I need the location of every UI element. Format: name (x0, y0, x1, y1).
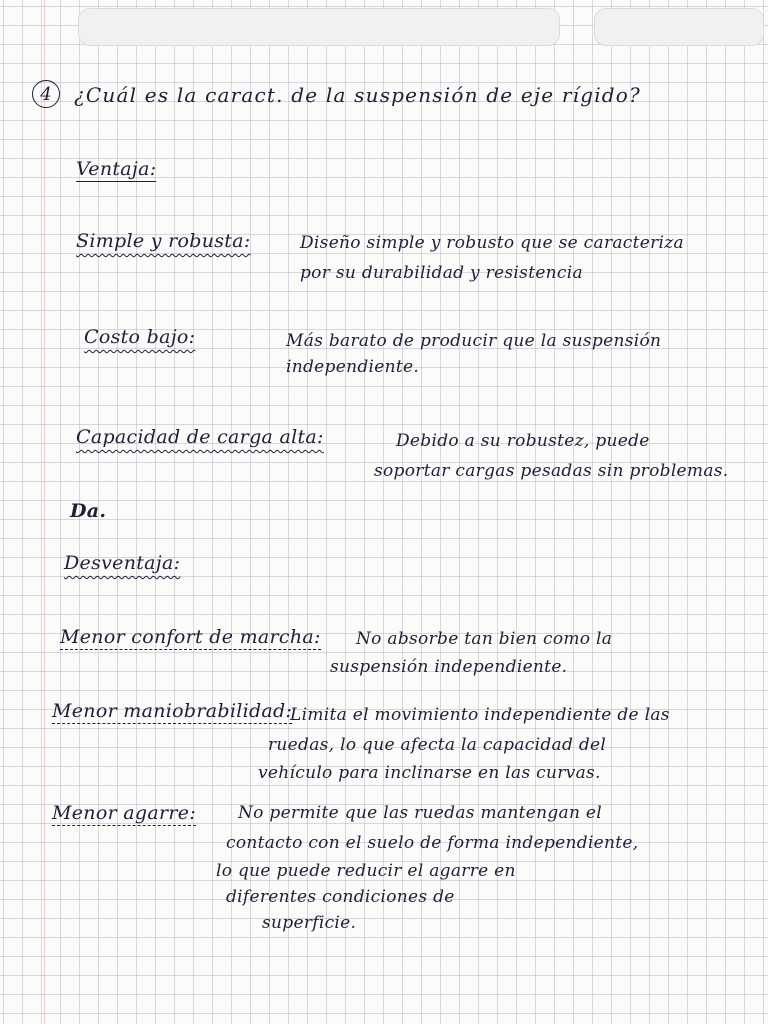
question-text: ¿Cuál es la caract. de la suspensión de eje rígido? (74, 83, 641, 107)
ventaja-label: Capacidad de carga alta: (76, 426, 324, 448)
desventaja-description-line: lo que puede reducir el agarre en (216, 861, 516, 881)
ventaja-label: Simple y robusta: (76, 230, 251, 252)
desventaja-label: Menor agarre: (52, 802, 197, 824)
desventaja-description-line: superficie. (262, 913, 357, 933)
desventaja-description-line: vehículo para inclinarse en las curvas. (258, 763, 601, 783)
desventaja-description-line: No absorbe tan bien como la (356, 629, 613, 649)
desventaja-label: Menor confort de marcha: (60, 626, 321, 648)
desventaja-description-line: Limita el movimiento independiente de las (290, 705, 670, 725)
ventaja-description-line: Diseño simple y robusto que se caracteriza (300, 233, 684, 253)
ventaja-description-line: por su durabilidad y resistencia (300, 263, 583, 283)
desventaja-description-line: ruedas, lo que afecta la capacidad del (268, 735, 607, 755)
binding-slot (594, 8, 764, 46)
desventaja-description-line: suspensión independiente. (330, 657, 568, 677)
binding-slot (78, 8, 560, 46)
ventajas-heading: Ventaja: (76, 158, 157, 180)
desventaja-description-line: diferentes condiciones de (226, 887, 455, 907)
desventaja-label: Menor maniobrabilidad: (52, 700, 293, 722)
desventaja-description-line: contacto con el suelo de forma independiente, (226, 833, 639, 853)
stray-mark: Da. (70, 500, 107, 522)
ventaja-description-line: Debido a su robustez, puede (396, 431, 650, 451)
ventaja-description-line: soportar cargas pesadas sin problemas. (374, 461, 729, 481)
desventaja-description-line: No permite que las ruedas mantengan el (238, 803, 603, 823)
ventaja-label: Costo bajo: (84, 326, 196, 348)
margin-line (44, 0, 45, 1024)
desventajas-heading: Desventaja: (64, 552, 181, 574)
ventaja-description-line: independiente. (286, 357, 420, 377)
question-number: 4 (32, 80, 60, 108)
ventaja-description-line: Más barato de producir que la suspensión (286, 331, 662, 351)
